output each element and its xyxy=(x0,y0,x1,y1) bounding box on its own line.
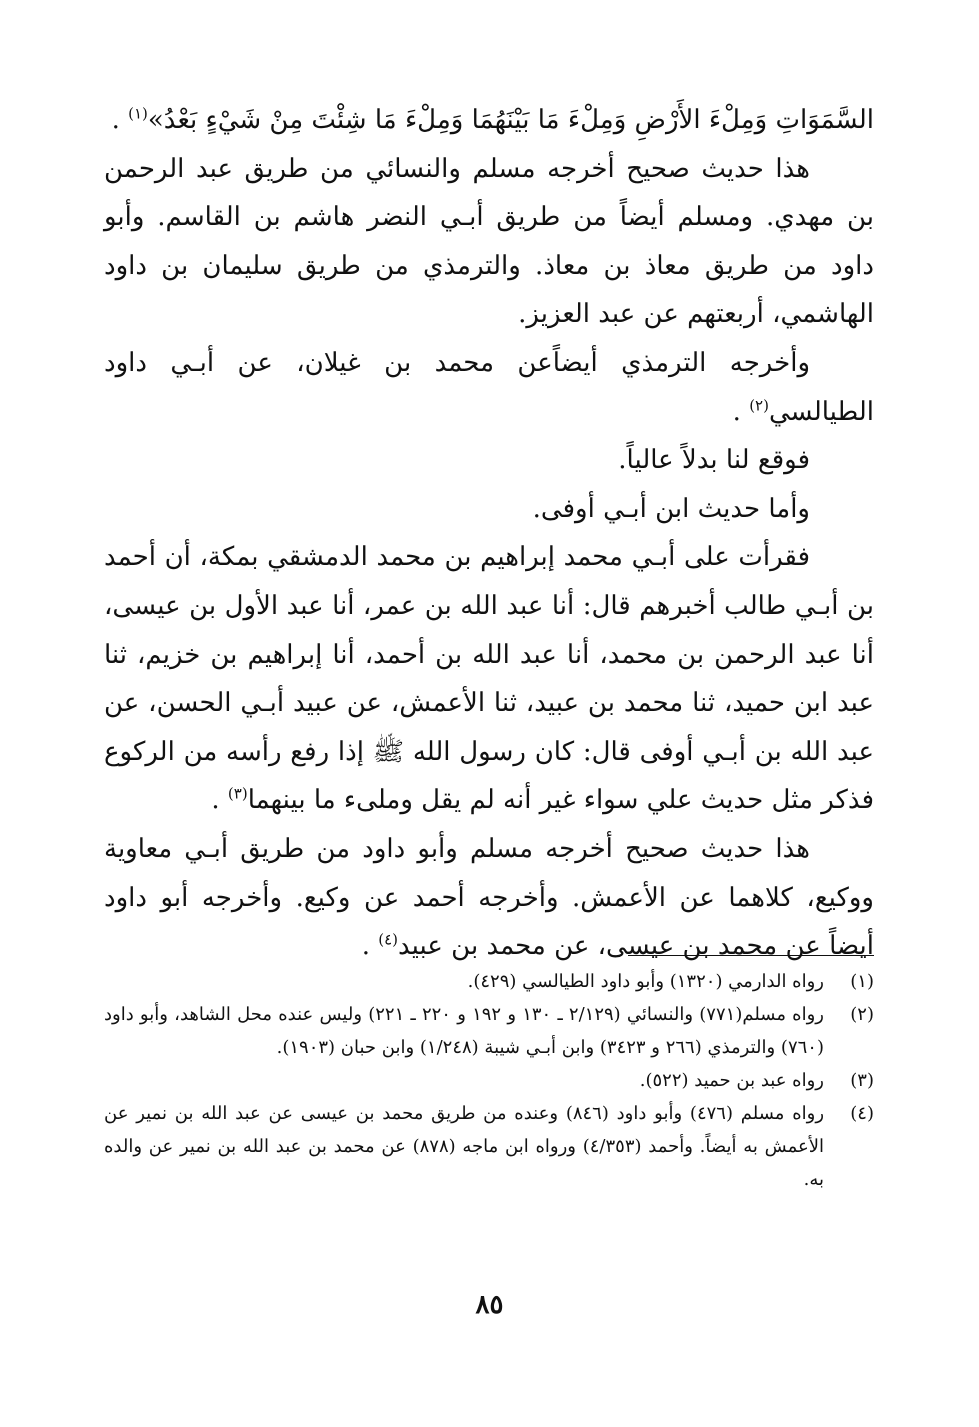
footnote-number: (٣) xyxy=(850,1070,874,1091)
footnotes xyxy=(104,965,874,1196)
footnote-ref-2: (٢) xyxy=(749,395,769,414)
footnote-number: (٢) xyxy=(850,1004,874,1025)
footnote-text: رواه مسلم (٤٧٦) وأبو داود (٨٤٦) وعنده من طريق محمد بن عيسى عن عبد الله بن نمير عن الأعمش به أيضاً. وأحمد (٤/٣٥٣) ورواه ابن ماجه (٨٧٨) عن محمد بن عبد الله بن نمير عن والده به. xyxy=(104,1103,825,1190)
footnote-text: رواه مسلم(٧٧١) والنسائي (٢/١٢٩ ـ ١٣٠ و ١٩٢ و ٢٢٠ ـ ٢٢١) وليس عنده محل الشاهد، وأبو داود (٧٦٠) والترمذي (٢٦٦ و ٣٤٢٣) وابن أبـي شيبة (١/٢٤٨) وابن حبان (١٩٠٣). xyxy=(104,1004,824,1058)
main-text xyxy=(104,96,874,971)
footnote-ref-4: (٤) xyxy=(378,930,399,949)
paragraph-text: هذا حديث صحيح أخرجه مسلم وأبو داود من طريق أبـي معاوية ووكيع، كلاهما عن الأعمش. وأخرجه أحمد عن وكيع. وأخرجه أبو داود أيضاً عن محمد بن عيسى، عن محمد بن عبيد xyxy=(104,833,874,962)
footnote-divider xyxy=(628,955,874,956)
paragraph: وأما حديث ابن أبـي أوفى. xyxy=(532,493,810,524)
paragraph-text: وأخرجه الترمذي أيضاًعن محمد بن غيلان، عن أبـي داود الطيالسي xyxy=(104,347,874,427)
paragraph: هذا حديث صحيح أخرجه مسلم والنسائي من طريق عبد الرحمن بن مهدي. ومسلم أيضاً من طريق أبـي النضر هاشم بن القاسم. وأبو داود من طريق معاذ بن معاذ. والترمذي من طريق سليمان بن داود الهاشمي، أربعتهم عن عبد العزيز. xyxy=(104,153,874,330)
paragraph xyxy=(104,825,874,971)
footnote-number: (٤) xyxy=(850,1103,874,1124)
period: . xyxy=(361,931,370,962)
period: . xyxy=(732,396,741,427)
page-number: ٨٥ xyxy=(475,1290,504,1320)
paragraph xyxy=(104,533,874,825)
period: . xyxy=(211,785,220,816)
footnote-ref-3: (٣) xyxy=(227,784,248,803)
paragraph-text: فقرأت على أبـي محمد إبراهيم بن محمد الدمشقي بمكة، أن أحمد بن أبـي طالب أخبرهم قال: أنا عبد الله بن عمر، أنا عبد الأول بن عيسى، أنا عبد الرحمن بن محمد، أنا عبد الله بن أحمد، أنا إبراهيم بن خزيم، ثنا عبد ابن حميد، ثنا محمد بن عبيد، ثنا الأعمش، عن عبيد أبـي الحسن، عن عبد الله بن أبـي أوفى قال: كان رسول الله ﷺ إذا رفع رأسه من الركوع فذكر مثل حديث علي سواء غير أنه لم يقل وملىء ما بينهما xyxy=(104,542,874,816)
footnote-number: (١) xyxy=(850,971,874,992)
quote-end-line: السَّمَوَاتِ وَمِلْءَ الأَرْضِ وَمِلْءَ مَا بَيْنَهُمَا وَمِلْءَ مَا شِئْتَ مِنْ شَيْءٍ بَعْدُ»$^{(١)}$ . xyxy=(111,104,874,135)
quote-text: السَّمَوَاتِ وَمِلْءَ الأَرْضِ وَمِلْءَ مَا بَيْنَهُمَا وَمِلْءَ مَا شِئْتَ مِنْ شَيْءٍ بَعْدُ» xyxy=(147,105,874,135)
paragraph: فوقع لنا بدلاً عالياً. xyxy=(618,445,810,476)
footnote xyxy=(104,1097,874,1196)
footnote xyxy=(104,998,874,1064)
footnote-ref-1: (١) xyxy=(128,104,148,123)
footnote-text: رواه عبد بن حميد (٥٢٢). xyxy=(639,1070,824,1091)
footnote xyxy=(104,965,874,998)
footnote xyxy=(104,1064,874,1097)
footnote-text: رواه الدارمي (١٣٢٠) وأبو داود الطيالسي (٤٢٩). xyxy=(467,971,824,992)
paragraph xyxy=(104,339,874,436)
